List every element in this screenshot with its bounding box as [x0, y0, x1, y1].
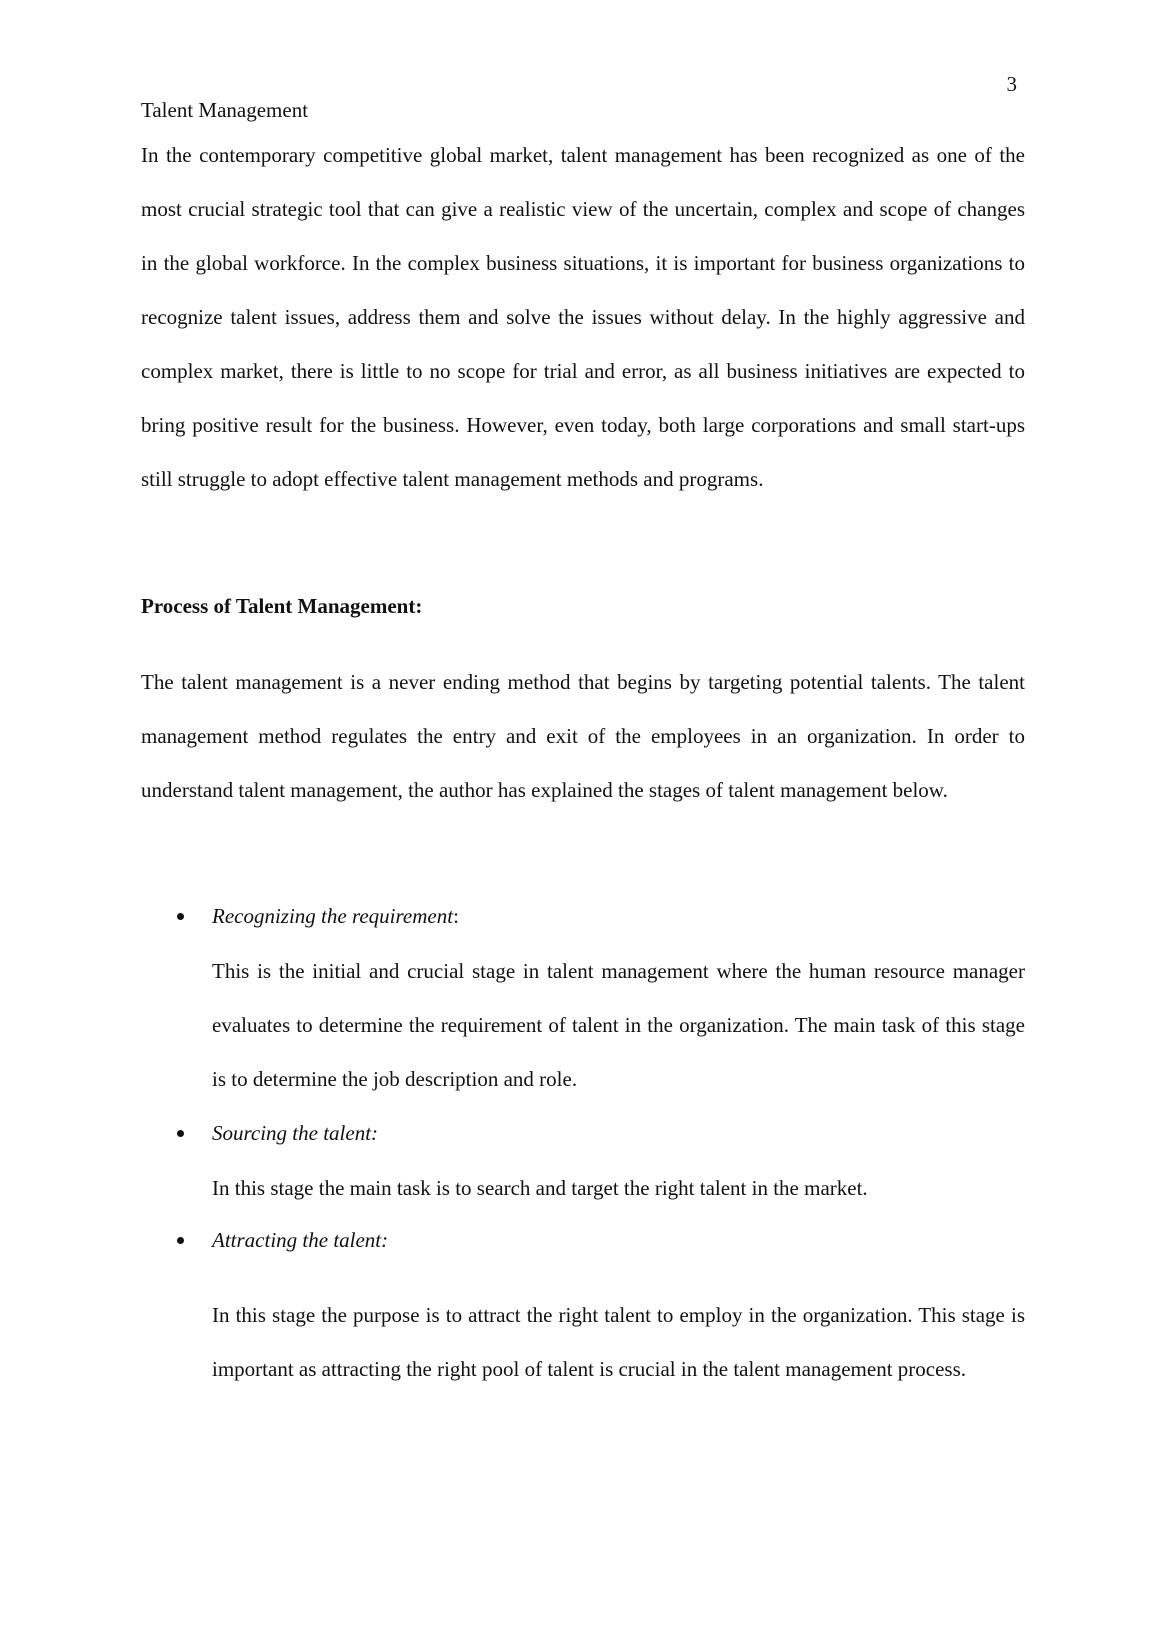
list-item-attracting [141, 1225, 1025, 1259]
section-heading: Process of Talent Management: [141, 594, 423, 618]
bullet-icon [177, 1130, 184, 1137]
stage-title [212, 1225, 388, 1255]
stage-title-text: Sourcing the talent: [212, 1121, 379, 1145]
running-head: Talent Management [141, 98, 309, 122]
list-item-recognizing [141, 901, 1025, 935]
bullet-icon [177, 913, 184, 920]
stage-title [212, 901, 459, 931]
bullet-icon [177, 1237, 184, 1244]
stage-title-text: Recognizing the requirement [212, 904, 454, 928]
page-number: 3 [1006, 72, 1017, 96]
intro-paragraph: In the contemporary competitive global market, talent management has been recognized as one of the most crucial strategic tool that can give a realistic view of the uncertain, complex and scope of changes in the global workforce. In the complex business situations, it is important for business organizations to recognize talent issues, address them and solve the issues without delay. In the highly aggressive and complex market, there is little to no scope for trial and error, as all business initiatives are expected to bring positive result for the business. However, even today, both large corporations and small start-ups still struggle to adopt effective talent management methods and programs. [141, 143, 1025, 491]
process-paragraph: The talent management is a never ending method that begins by targeting potential talents. The talent management method regulates the entry and exit of the employees in an organization. In order to understand talent management, the author has explained the stages of talent management below. [141, 670, 1025, 802]
stage-title-text: Attracting the talent: [212, 1228, 389, 1252]
stage-title-suffix: : [453, 904, 459, 928]
stage-description: This is the initial and crucial stage in talent management where the human resource manager evaluates to determine the requirement of talent in the organization. The main task of this stage is to determine the job description and role. [212, 959, 1025, 1091]
stage-description: In this stage the purpose is to attract the right talent to employ in the organization. This stage is important as attracting the right pool of talent is crucial in the talent management process. [212, 1303, 1025, 1381]
list-item-sourcing [141, 1118, 1025, 1152]
stage-title [212, 1118, 378, 1148]
stage-description: In this stage the main task is to search and target the right talent in the market. [212, 1176, 868, 1200]
